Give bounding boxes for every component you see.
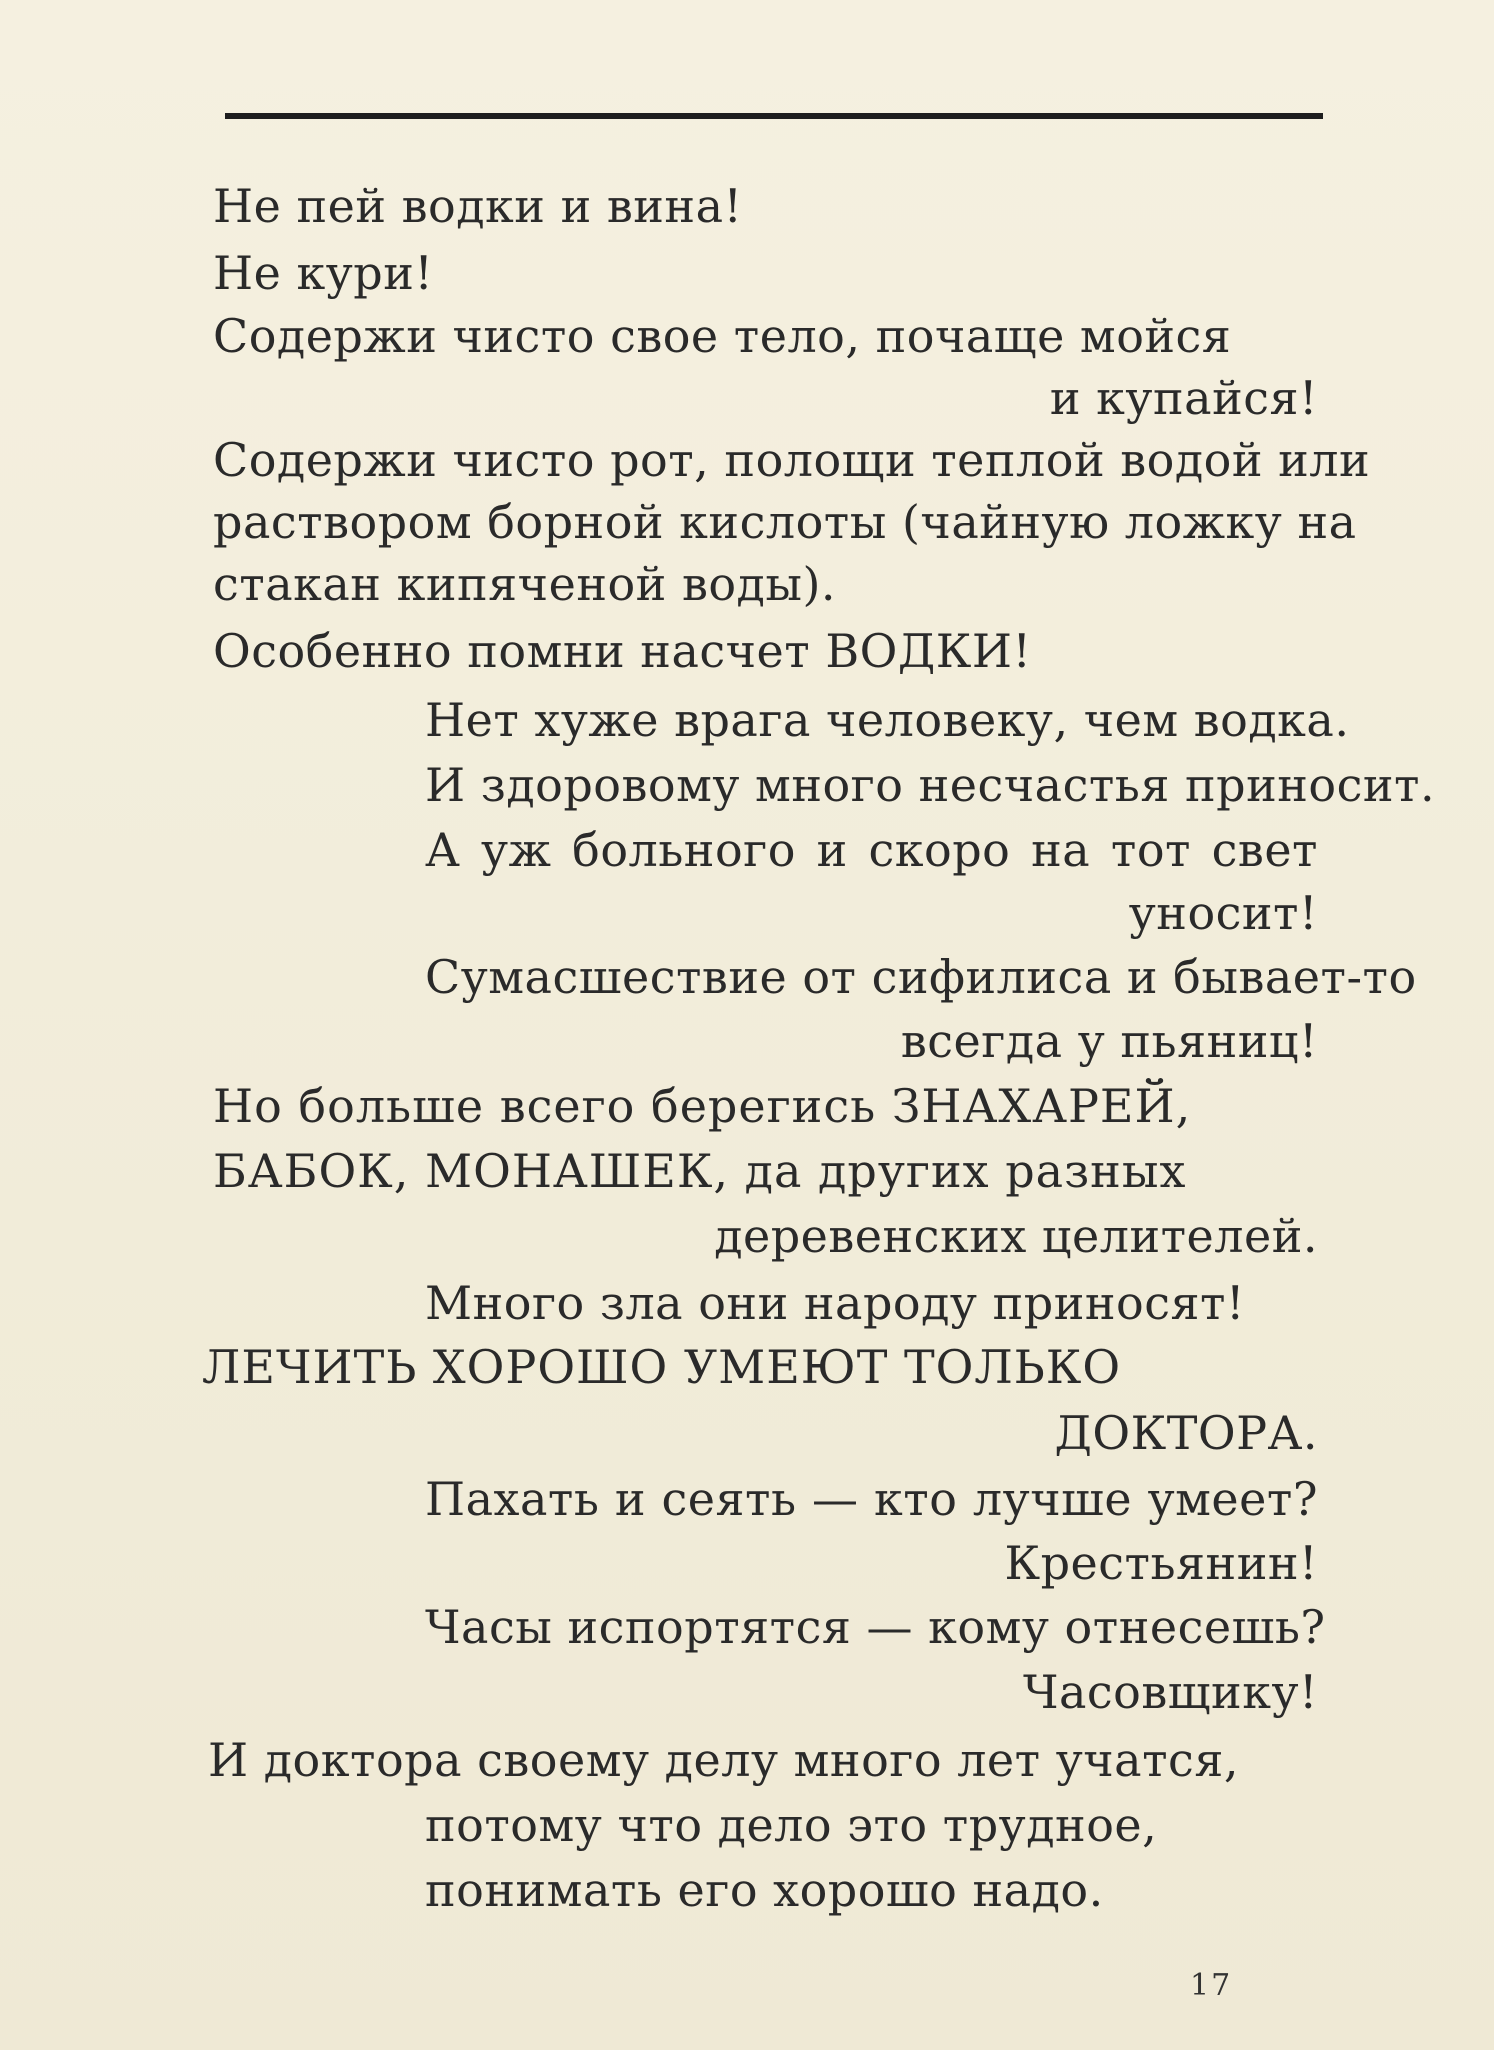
text-line: понимать его хорошо надо.: [425, 1863, 1104, 1917]
text-line: ЛЕЧИТЬ ХОРОШО УМЕЮТ ТОЛЬКО: [202, 1340, 1122, 1394]
top-rule: [225, 113, 1323, 119]
text-line: Крестьянин!: [1004, 1536, 1318, 1590]
text-line: Много зла они народу приносят!: [425, 1276, 1245, 1330]
text-line: И здоровому много несчастья приносит.: [425, 758, 1436, 812]
text-line: И доктора своему делу много лет учатся,: [208, 1733, 1239, 1787]
text-line: Пахать и сеять — кто лучше умеет?: [425, 1472, 1318, 1526]
text-line: стакан кипяченой воды).: [213, 557, 837, 611]
text-line: деревенских целителей.: [714, 1209, 1318, 1263]
page-number: 17: [1190, 1968, 1233, 2003]
text-line: Часовщику!: [1022, 1665, 1318, 1719]
text-line: БАБОК, МОНАШЕК, да других разных: [213, 1144, 1187, 1198]
text-line: Часы испортятся — кому отнесешь?: [425, 1600, 1326, 1654]
text-line: ДОКТОРА.: [1054, 1406, 1318, 1460]
text-line: всегда у пьяниц!: [900, 1014, 1318, 1068]
text-line: Особенно помни насчет ВОДКИ!: [213, 624, 1032, 678]
text-line: Но больше всего берегись ЗНАХАРЕЙ,: [213, 1079, 1192, 1133]
text-line: А уж больного и скоро на тот свет: [425, 823, 1318, 877]
text-line: Не кури!: [213, 246, 434, 300]
text-line: Не пей водки и вина!: [213, 179, 743, 233]
text-line: и купайся!: [1049, 371, 1318, 425]
text-line: потому что дело это трудное,: [425, 1798, 1158, 1852]
text-line: уносит!: [1128, 886, 1318, 940]
text-line: Содержи чисто рот, полощи теплой водой или: [213, 433, 1371, 487]
text-line: Сумасшествие от сифилиса и бывает-то: [425, 950, 1417, 1004]
text-line: Нет хуже врага человеку, чем водка.: [425, 693, 1350, 747]
text-line: Содержи чисто свое тело, почаще мойся: [213, 309, 1232, 363]
text-line: раствором борной кислоты (чайную ложку на: [213, 495, 1357, 549]
